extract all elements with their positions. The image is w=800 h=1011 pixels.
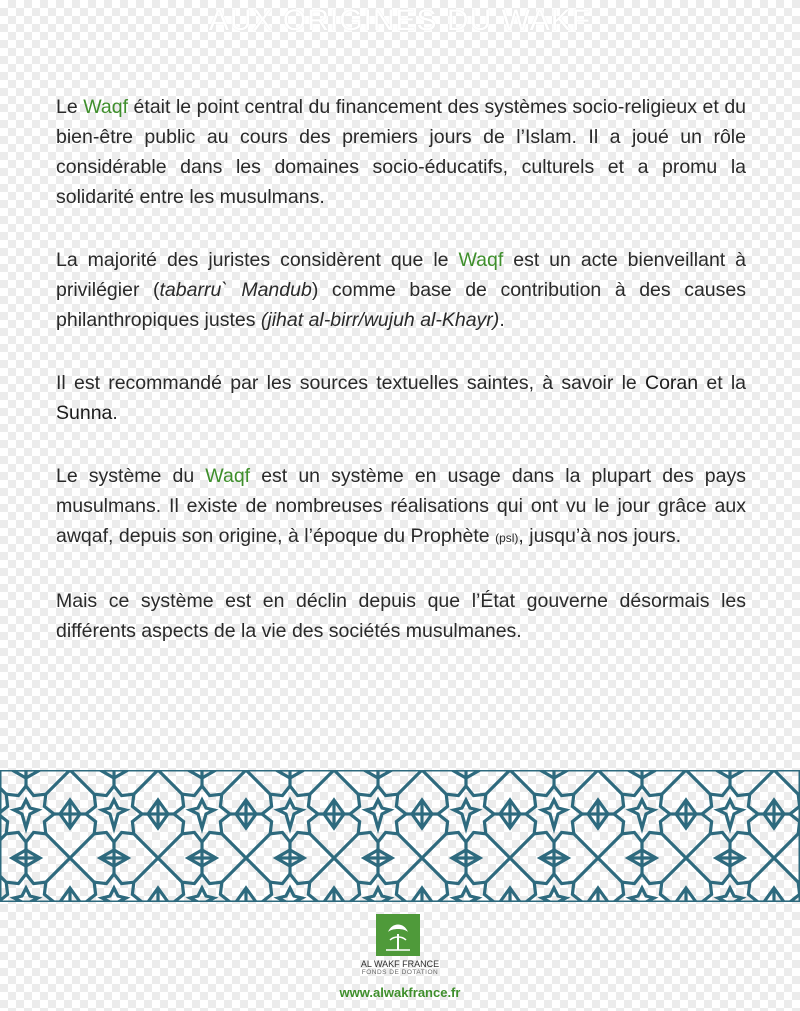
paragraph-2: [56, 245, 746, 335]
waqf-term: Waqf: [83, 96, 129, 118]
article-body: [56, 92, 746, 679]
p4-text-a: Le système du: [56, 465, 206, 487]
waqf-term: Waqf: [205, 465, 251, 487]
paragraph-4: [56, 461, 746, 553]
p4-text-c: , jusqu’à nos jours.: [518, 525, 682, 547]
p2-text-b: est un acte bienveillant à privilégier (: [56, 249, 747, 301]
p2-text-a: La majorité des juristes considèrent que le: [56, 249, 459, 271]
paragraph-3: [56, 368, 746, 428]
term-jihat: (jihat al-birr/wujuh al-Khayr): [260, 309, 500, 331]
paragraph-1: [56, 92, 746, 212]
p3-text-a: Il est recommandé par les sources textuelles saintes, à savoir le: [56, 372, 645, 394]
waqf-term: Waqf: [458, 249, 504, 271]
geometric-star-pattern-icon: [0, 770, 800, 902]
coran-term: Coran: [645, 372, 699, 394]
page-heading: AUX ORIGINES DU WAKF: [208, 4, 592, 37]
p4-text-b: est un système en usage dans la plupart des pays musulmans. Il existe de nombreuses réalisations qui ont vu le jour grâce aux awqaf, depuis son origine, à l’époque du Prophète: [56, 465, 746, 547]
term-tabarru: tabarru` Mandub: [159, 279, 312, 301]
p1-text-a: Le: [56, 96, 84, 118]
p3-text-b: et la: [698, 372, 747, 394]
p2-text-d: .: [499, 309, 505, 331]
org-subtitle: FONDS DE DOTATION: [361, 969, 439, 976]
alwakf-logo-icon: [376, 914, 420, 956]
psl-abbrev: (psl): [495, 531, 519, 545]
org-name: AL WAKF FRANCE: [360, 959, 440, 969]
p2-text-c: ) comme base de contribution à des causes philanthropiques justes: [56, 279, 746, 331]
paragraph-5: Mais ce système est en déclin depuis que l’État gouverne désormais les différents aspects de la vie des sociétés musulmanes.: [56, 590, 746, 642]
website-link[interactable]: www.alwakfrance.fr: [339, 985, 461, 1000]
sunna-term: Sunna: [56, 402, 113, 424]
p3-text-c: .: [112, 402, 118, 424]
p1-text-b: était le point central du financement des systèmes socio-religieux et du bien-être public au cours des premiers jours de l’Islam. Il a joué un rôle considérable dans les domaines socio-éducatifs, culturels et a promu la solidarité entre les musulmans.: [56, 96, 747, 208]
